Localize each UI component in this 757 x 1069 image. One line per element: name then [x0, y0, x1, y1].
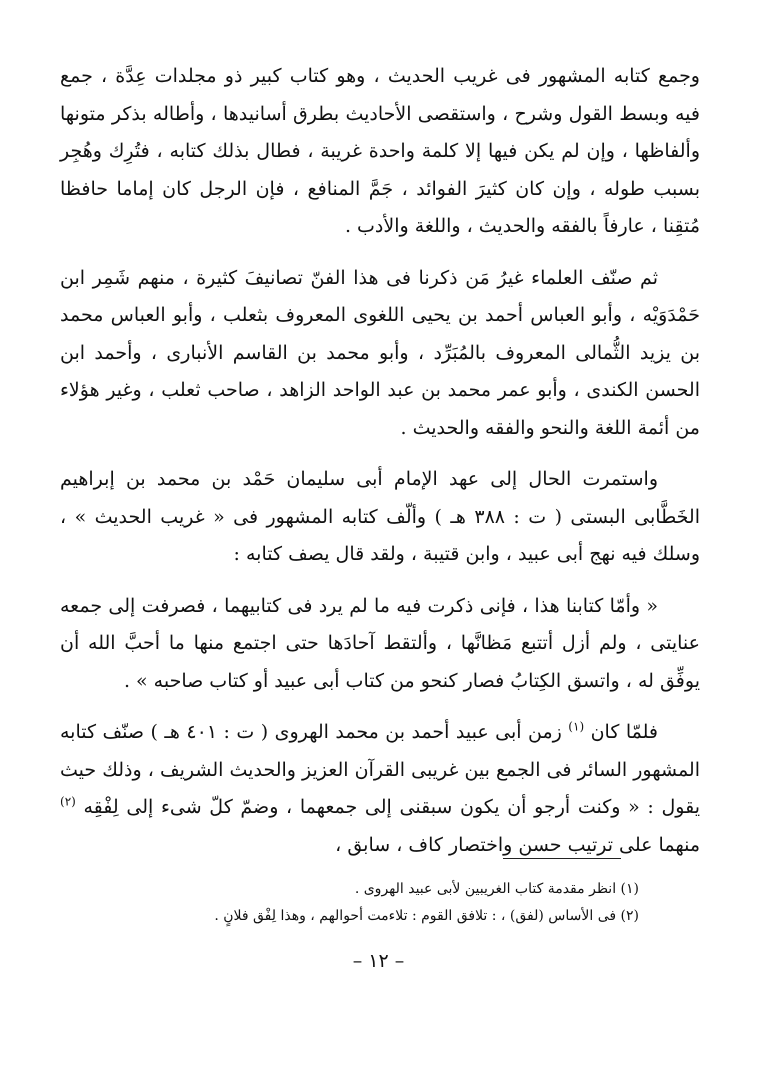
- footnote-ref-2: (٢): [60, 794, 76, 809]
- main-text: [60, 58, 700, 878]
- paragraph-5-middle: زمن أبى عبيد أحمد بن محمد الهروى ( ت : ٤٠١ هـ ) صنّف كتابه المشهور السائر فى الجمع بين غريبى القرآن العزيز والحديث الشريف ، وذلك حيث يقول : « وكنت أرجو أن يكون سبقنى إلى جمعهما ، وضمّ كلّ شىء إلى لِفْقِه: [60, 721, 700, 818]
- paragraph-4-quote: « وأمّا كتابنا هذا ، فإنى ذكرت فيه ما لم يرد فى كتابيهما ، فصرفت إلى جمعه عنايتى ، ولم أزل أتتبع مَظانَّها ، وألتقط آحادَها حتى اجتمع منها ما أحبَّ الله أن يوفِّق له ، واتسق الكِتابُ فصار كنحو من كتاب أبى عبيد أو كتاب صاحبه » .: [60, 594, 700, 692]
- paragraph-5: [60, 714, 700, 864]
- paragraph-1: وجمع كتابه المشهور فى غريب الحديث ، وهو كتاب كبير ذو مجلدات عِدَّة ، جمع فيه وبسط القول وشرح ، واستقصى الأحاديث بطرق أسانيدها ، وأطاله بذكر متونها وألفاظها ، وإن لم يكن فيها إلا كلمة واحدة غريبة ، فطال بذلك كتابه ، فتُرِك وهُجِر بسبب طوله ، وإن كان كثيرَ الفوائد ، جَمَّ المنافع ، فإن الرجل كان إماما حافظا مُتقِنا ، عارفاً بالفقه والحديث ، واللغة والأدب .: [60, 65, 700, 237]
- footnote-2: (٢) فى الأساس (لفق) ، : تلافق القوم : تلاءمت أحوالهم ، وهذا لِفْق فلانٍ .: [214, 908, 639, 924]
- paragraph-2: ثم صنّف العلماء غيرُ مَن ذكرنا فى هذا الفنّ تصانيفَ كثيرة ، منهم شَمِر ابن حَمْدَوَيْه ، وأبو العباس أحمد بن يحيى اللغوى المعروف بثعلب ، وأبو العباس محمد بن يزيد الثُّمالى المعروف بالمُبَرِّد ، وأبو محمد بن القاسم الأنبارى ، وأحمد ابن الحسن الكندى ، وأبو عمر محمد بن عبد الواحد الزاهد ، صاحب ثعلب ، وغير هؤلاء من أئمة اللغة والنحو والفقه والحديث .: [60, 266, 700, 439]
- paragraph-3: واستمرت الحال إلى عهد الإمام أبى سليمان حَمْد بن محمد بن إبراهيم الخَطَّابى البستى ( ت : ٣٨٨ هـ ) وألّف كتابه المشهور فى « غريب الحديث » ، وسلك فيه نهج أبى عبيد ، وابن قتيبة ، ولقد قال يصف كتابه :: [60, 468, 700, 565]
- footnote-divider: [503, 858, 621, 859]
- paragraph-5-start: فلمّا كان: [590, 721, 658, 743]
- footnote-ref-1: (١): [568, 719, 585, 734]
- footnote-1: (١) انظر مقدمة كتاب الغريبين لأبى عبيد الهروى .: [354, 881, 639, 897]
- footnotes: [119, 876, 639, 930]
- page-number: – ١٢ –: [352, 950, 405, 972]
- paragraph-5-end: منهما على ترتيب حسن واختصار كاف ، سابق ،: [335, 833, 700, 856]
